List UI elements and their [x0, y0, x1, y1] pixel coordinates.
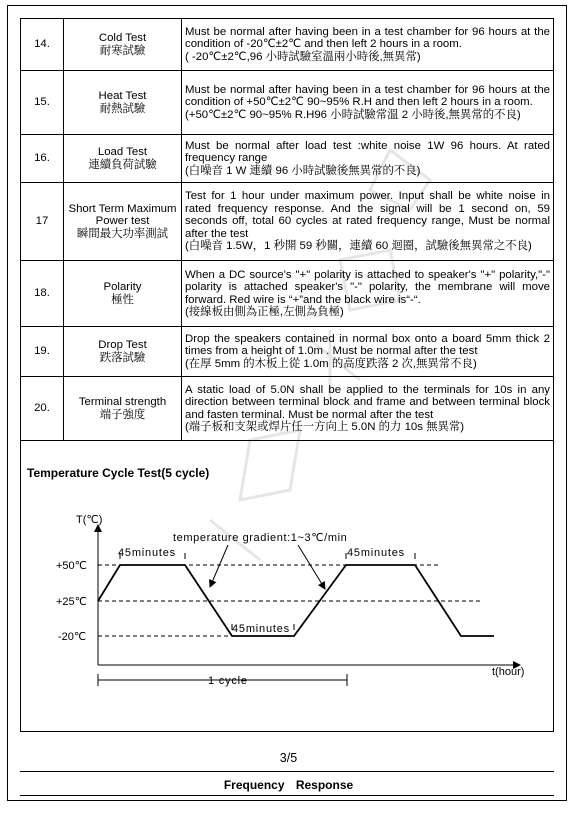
test-description-zh: (+50℃±2℃ 90~95% R.H96 小時試驗常溫 2 小時後,無異常的不良) [185, 108, 521, 121]
test-description-zh: (在厚 5mm 的木板上從 1.0m 的高度跌落 2 次,無異常不良) [185, 357, 477, 370]
test-description-en: Test for 1 hour under maximum power. Input shall be white noise in rated frequency response. And the signal will be 1 second on, 59 seconds off, total 60 cycles at rated frequency range, Must be normal after the test [185, 190, 550, 240]
test-name-en: Load Test [97, 146, 148, 158]
page-number: 3/5 [279, 751, 298, 765]
test-description [182, 71, 554, 135]
test-description [182, 261, 554, 327]
level-label: +50℃ [56, 560, 88, 572]
test-name-en: Heat Test [98, 90, 147, 102]
test-name [64, 327, 182, 377]
test-name [64, 183, 182, 261]
test-description-en: Must be normal after having been in a test chamber for 96 hours at the condition of -20℃±2℃ and then left 2 hours in a room. [185, 25, 550, 51]
test-name-zh: 耐寒試驗 [99, 44, 146, 57]
test-name [64, 377, 182, 441]
test-name-zh: 極性 [111, 293, 134, 306]
gradient-pointer [210, 545, 228, 587]
test-description-zh: (端子板和支架或焊片任一方向上 5.0N 的力 10s 無異常) [185, 421, 465, 433]
table-row [21, 183, 554, 261]
y-axis-label: T(℃) [76, 514, 103, 526]
test-number: 14. [21, 19, 64, 71]
table-row [21, 71, 554, 135]
table-row [21, 327, 554, 377]
test-description-en: When a DC source’s "+" polarity is attached to speaker's "+" polarity,"-" polarity is attached speaker's "-" polarity, the membrane will move forward. Red wire is “+”and the black wire is“-“. [185, 268, 550, 306]
test-number: 17 [21, 183, 64, 261]
test-number: 15. [21, 71, 64, 135]
test-description-zh: (白噪音 1.5W，1 秒開 59 秒關，連續 60 迴圈，試驗後無異常之不良) [185, 240, 532, 253]
test-description-zh: (接線板由側為正極,左側為負極) [185, 306, 344, 318]
hold-label: 45minutes [347, 547, 405, 559]
test-name-en: Drop Test [98, 339, 147, 351]
gradient-label: temperature gradient:1~3℃/min [173, 532, 348, 544]
test-name-en: Cold Test [98, 32, 147, 44]
test-description-en: Must be normal after load test :white noise 1W 96 hours. At rated frequency range [185, 139, 550, 165]
test-description [182, 135, 554, 183]
footer-rule-top [20, 771, 554, 772]
test-number: 16. [21, 135, 64, 183]
level-label: +25℃ [56, 596, 88, 608]
test-description [182, 183, 554, 261]
test-name [64, 261, 182, 327]
cycle-label: 1 cycle [208, 675, 248, 687]
test-name-zh: 端子強度 [99, 408, 146, 421]
test-spec-table [20, 18, 554, 441]
test-description-en: A static load of 5.0N shall be applied to the terminals for 10s in any direction between terminal block and frame and between terminal block and fasten terminal. Must be normal after the test [185, 383, 550, 421]
test-number: 20. [21, 377, 64, 441]
test-description-en: Drop the speakers contained in normal box onto a board 5mm thick 2 times from a height of 1.0m . Must be normal after the test [185, 332, 550, 358]
test-name [64, 19, 182, 71]
test-name-zh: 瞬間最大功率測試 [76, 227, 169, 240]
test-description-zh: ( -20℃±2℃,96 小時試驗室溫兩小時後,無異常) [185, 50, 421, 63]
test-name-en: Terminal strength [78, 396, 167, 408]
hold-label: 45minutes [232, 623, 290, 635]
table-row [21, 377, 554, 441]
test-name-zh: 連續負荷試驗 [88, 158, 157, 171]
table-row [21, 135, 554, 183]
test-name [64, 135, 182, 183]
test-description [182, 19, 554, 71]
gradient-pointer [298, 545, 325, 589]
table-row [21, 261, 554, 327]
test-description-en: Must be normal after having been in a test chamber for 96 hours at the condition of +50℃±2℃ 90~95% R.H and then left 2 hours in a room. [185, 83, 550, 109]
next-section-title: Frequency Response [223, 778, 354, 792]
temperature-cycle-diagram [40, 505, 540, 695]
hold-label: 45minutes [118, 547, 176, 559]
test-name-zh: 跌落試驗 [99, 351, 146, 364]
temperature-cycle-title: Temperature Cycle Test(5 cycle) [27, 466, 210, 480]
test-name [64, 71, 182, 135]
test-description [182, 327, 554, 377]
test-name-zh: 耐熱試驗 [99, 102, 146, 115]
test-number: 18. [21, 261, 64, 327]
x-axis-label: t(hour) [492, 666, 525, 678]
test-description [182, 377, 554, 441]
test-description-zh: (白噪音 1 W 連續 96 小時試驗後無異常的不良) [185, 164, 421, 177]
level-label: -20℃ [58, 631, 87, 643]
test-name-en: Polarity [103, 281, 142, 293]
footer-rule-bottom [20, 795, 554, 796]
test-name-en: Short Term Maximum Power test [68, 202, 177, 228]
table-row [21, 19, 554, 71]
test-number: 19. [21, 327, 64, 377]
